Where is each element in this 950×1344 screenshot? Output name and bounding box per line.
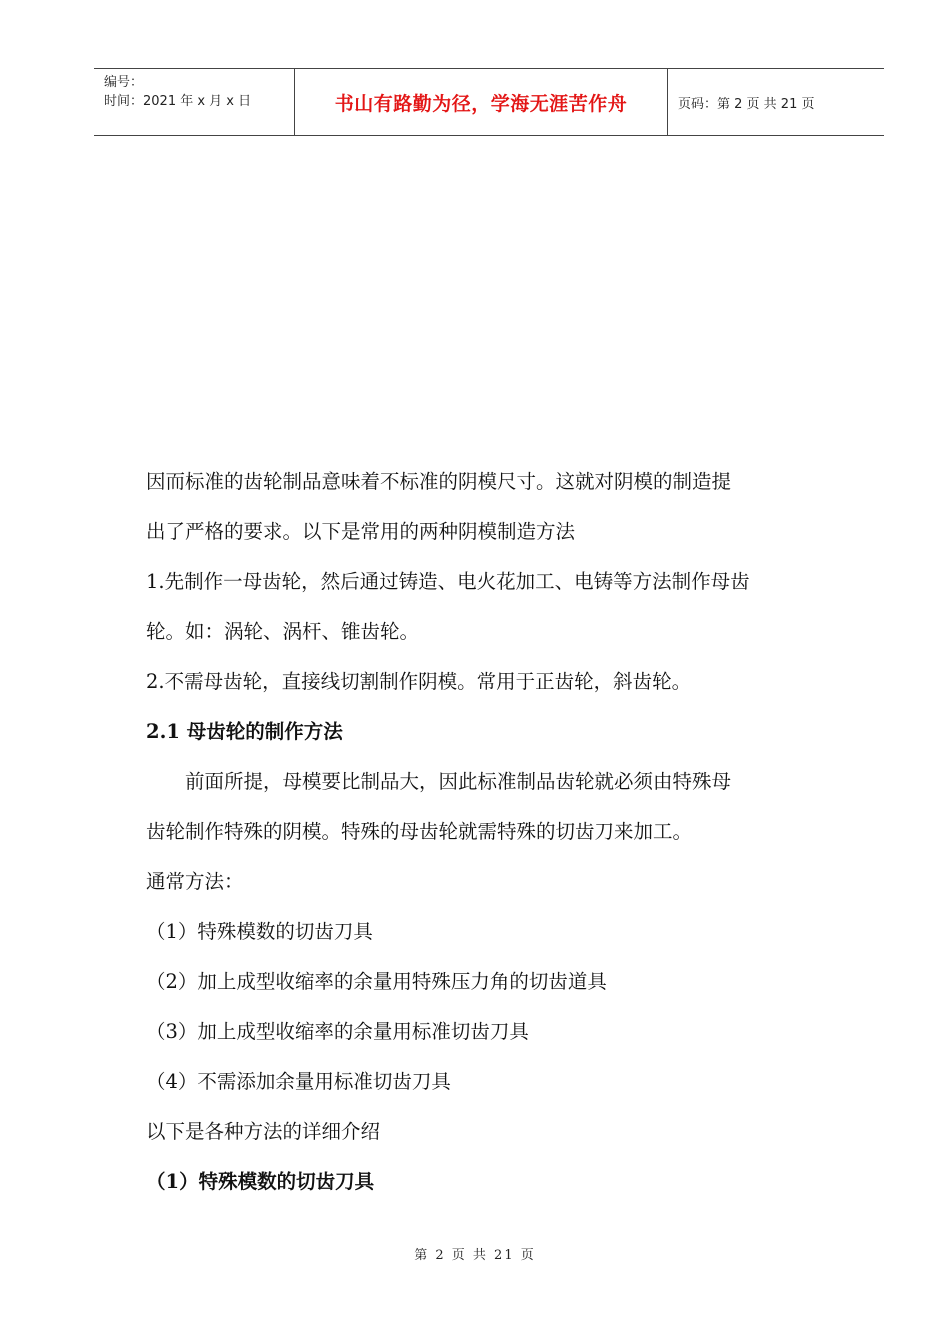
- list-item: （3）加上成型收缩率的余量用标准切齿刀具: [146, 1020, 529, 1043]
- paragraph-line: 齿轮制作特殊的阴模。特殊的母齿轮就需特殊的切齿刀来加工。: [146, 820, 693, 843]
- section-heading: 2.1 母齿轮的制作方法: [146, 720, 343, 743]
- paragraph-line: 轮。如：涡轮、涡杆、锥齿轮。: [146, 620, 420, 643]
- subsection-heading: （1）特殊模数的切齿刀具: [146, 1170, 375, 1193]
- paragraph-line: 通常方法：: [146, 870, 244, 893]
- page-header: [94, 68, 884, 136]
- footer-page-number: 第 2 页 共 21 页: [414, 1248, 536, 1263]
- header-meta: [94, 69, 295, 135]
- paragraph-line: 2.不需母齿轮，直接线切割制作阴模。常用于正齿轮，斜齿轮。: [146, 670, 692, 693]
- paragraph-line: 因而标准的齿轮制品意味着不标准的阴模尺寸。这就对阴模的制造提: [146, 470, 732, 493]
- paragraph-line: 前面所提，母模要比制品大，因此标准制品齿轮就必须由特殊母: [146, 770, 732, 793]
- doc-time-label: 时间：2021 年 x 月 x 日: [104, 94, 252, 109]
- page-footer: [0, 1244, 950, 1263]
- document-body: [146, 462, 846, 1212]
- doc-number-label: 编号：: [104, 75, 144, 90]
- header-motto: 书山有路勤为径，学海无涯苦作舟: [295, 69, 668, 135]
- list-item: （2）加上成型收缩率的余量用特殊压力角的切齿道具: [146, 970, 607, 993]
- header-page-info: 页码：第 2 页 共 21 页: [678, 96, 815, 112]
- list-item: （4）不需添加余量用标准切齿刀具: [146, 1070, 451, 1093]
- paragraph-line: 出了严格的要求。以下是常用的两种阴模制造方法: [146, 520, 576, 543]
- list-item: （1）特殊模数的切齿刀具: [146, 920, 373, 943]
- paragraph-line: 以下是各种方法的详细介绍: [146, 1120, 381, 1143]
- paragraph-line: 1.先制作一母齿轮，然后通过铸造、电火花加工、电铸等方法制作母齿: [146, 570, 750, 593]
